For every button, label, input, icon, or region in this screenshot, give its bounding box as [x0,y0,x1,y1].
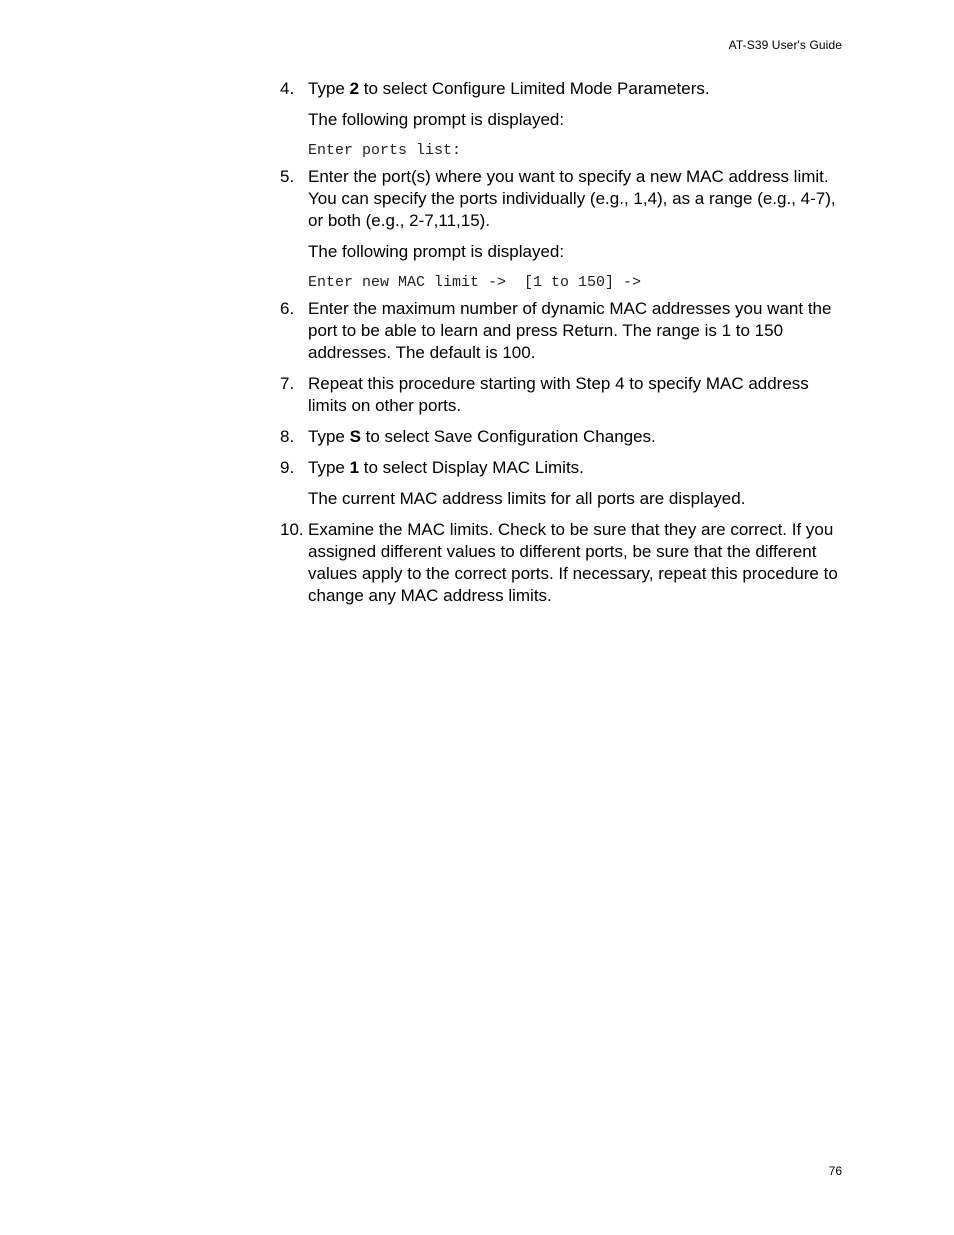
step-text-pre: Type [308,79,350,98]
step-10 [280,519,842,607]
step-5 [280,166,842,232]
step-key: 1 [349,458,360,477]
procedure-steps [280,78,842,616]
step-8 [280,426,842,448]
step-4 [280,78,842,100]
step-text-post: to select Configure Limited Mode Parameters. [359,79,710,98]
step-7 [280,373,842,417]
prompt-note-1: The following prompt is displayed: [308,110,565,129]
prompt-note-2: The following prompt is displayed: [308,242,565,261]
step-number: 5. [280,167,295,186]
step-number: 6. [280,299,295,318]
step-text-pre: Type [308,427,350,446]
step-text-post: to select Save Configuration Changes. [360,427,656,446]
running-header: AT-S39 User's Guide [728,38,842,52]
step-text: Enter the port(s) where you want to specify a new MAC address limit. You can specify the ports individually (e.g., 1,4), as a range (e.g., 4-7), or both (e.g., 2-7,11,15). [308,167,836,230]
step-number: 4. [280,79,295,98]
code-prompt-1: Enter ports list: [308,142,462,159]
step-6 [280,298,842,364]
step-text: Enter the maximum number of dynamic MAC addresses you want the port to be able to learn and press Return. The range is 1 to 150 addresses. The default is 100. [308,299,832,362]
step-number: 10. [280,520,304,539]
result-note: The current MAC address limits for all ports are displayed. [308,489,746,508]
step-9 [280,457,842,479]
step-text-pre: Type [308,458,350,477]
step-key: 2 [349,79,360,98]
step-number: 9. [280,458,295,477]
step-key: S [349,427,361,446]
step-number: 7. [280,374,295,393]
step-text: Examine the MAC limits. Check to be sure that they are correct. If you assigned different values to different ports, be sure that the different values apply to the correct ports. If necessary, repeat this procedure to change any MAC address limits. [308,520,838,605]
step-text: Repeat this procedure starting with Step 4 to specify MAC address limits on other ports. [308,374,809,415]
step-number: 8. [280,427,295,446]
step-text-post: to select Display MAC Limits. [359,458,584,477]
page-number: 76 [828,1164,842,1178]
code-prompt-2: Enter new MAC limit -> [1 to 150] -> [308,274,642,291]
